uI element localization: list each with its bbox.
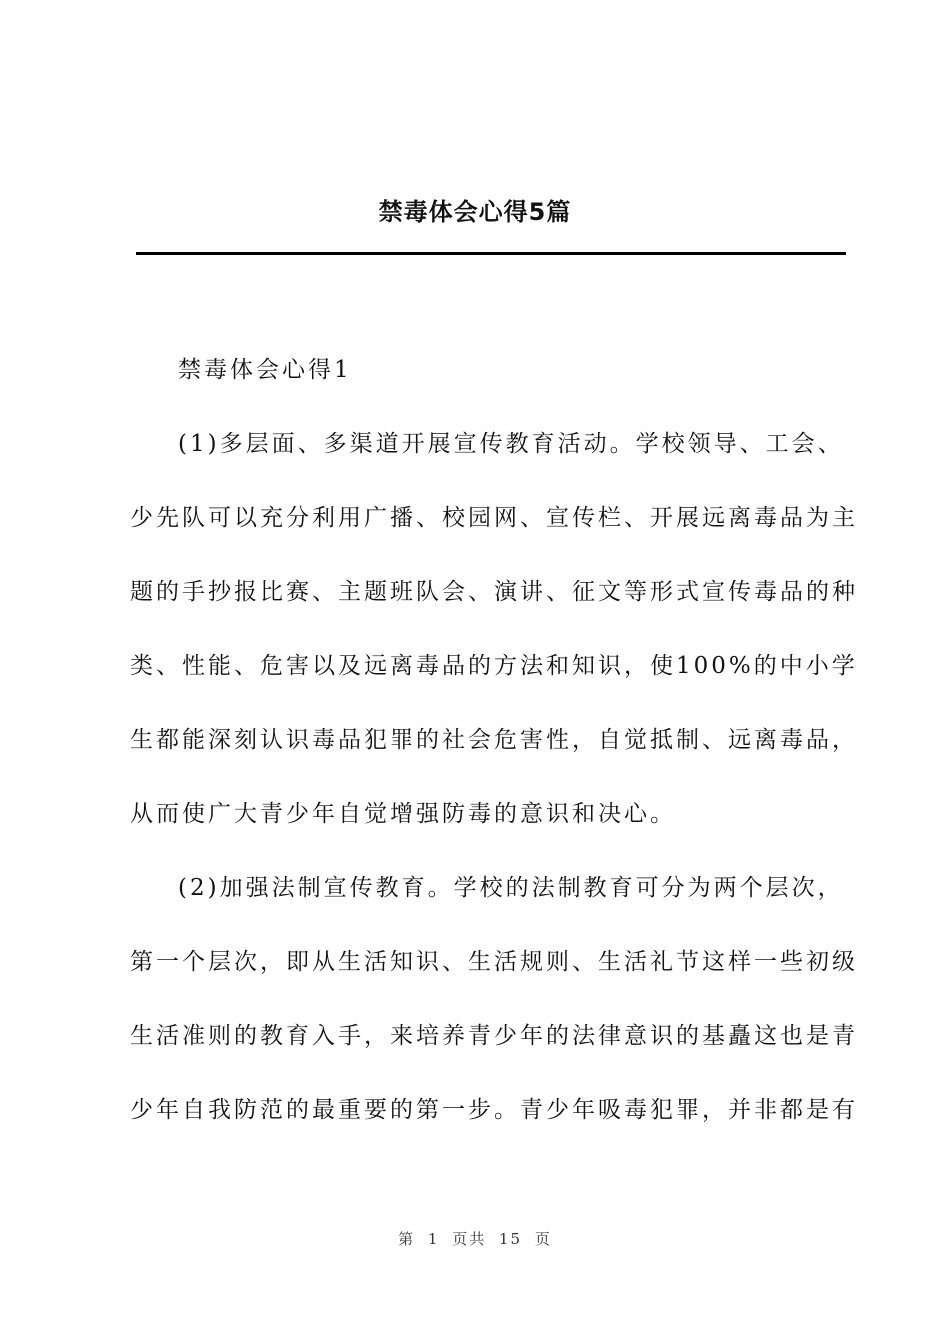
paragraph-2 xyxy=(130,851,858,1147)
paragraph-line: 类、性能、危害以及远离毒品的方法和知识，使100%的中小学 xyxy=(130,653,858,679)
paragraph-line: (1)多层面、多渠道开展宣传教育活动。学校领导、工会、 xyxy=(178,431,844,457)
paragraph-line: 第一个层次，即从生活知识、生活规则、生活礼节这样一些初级 xyxy=(130,949,858,975)
paragraph-line: 少先队可以充分利用广播、校园网、宣传栏、开展远离毒品为主 xyxy=(130,505,858,531)
paragraph-line: (2)加强法制宣传教育。学校的法制教育可分为两个层次， xyxy=(178,875,844,901)
page-footer: 第 1 页共 15 页 xyxy=(398,1230,552,1248)
paragraph-1 xyxy=(130,407,858,851)
paragraph-line: 从而使广大青少年自觉增强防毒的意识和决心。 xyxy=(130,801,676,827)
paragraph-line: 生都能深刻认识毒品犯罪的社会危害性，自觉抵制、远离毒品， xyxy=(130,727,858,753)
paragraph-line: 少年自我防范的最重要的第一步。青少年吸毒犯罪，并非都是有 xyxy=(130,1097,858,1123)
section-heading: 禁毒体会心得1 xyxy=(178,357,352,383)
title-divider xyxy=(136,252,846,255)
paragraph-line: 生活准则的教育入手，来培养青少年的法律意识的基矗这也是青 xyxy=(130,1023,858,1049)
document-body xyxy=(130,333,842,407)
paragraph-line: 题的手抄报比赛、主题班队会、演讲、征文等形式宣传毒品的种 xyxy=(130,579,858,605)
document-title: 禁毒体会心得5篇 xyxy=(378,198,572,226)
